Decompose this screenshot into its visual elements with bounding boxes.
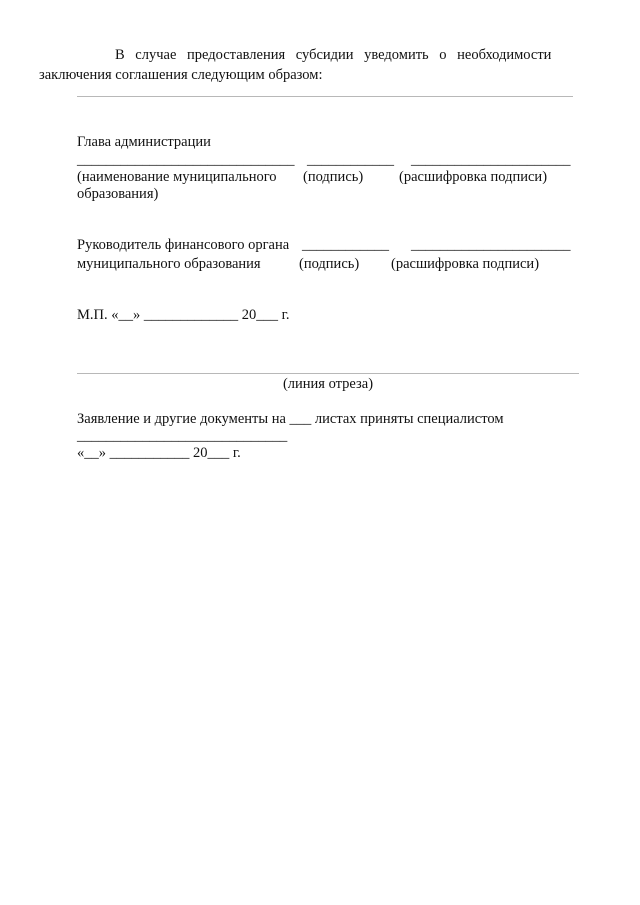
receipt-date-line: «__» ___________ 20___ г. <box>77 445 241 461</box>
finance-head-title-continued: муниципального образования <box>77 256 261 272</box>
receipt-line-1: Заявление и другие документы на ___ листах приняты специалистом <box>77 411 504 427</box>
top-divider <box>77 96 573 97</box>
intro-line-2: заключения соглашения следующим образом: <box>39 67 323 83</box>
intro-line-1: В случае предоставления субсидии уведомить о необходимости <box>115 47 552 63</box>
signature-label: (подпись) <box>303 169 364 185</box>
name-label: (наименование муниципального <box>77 169 277 185</box>
stamp-date-line: М.П. «__» _____________ 20___ г. <box>77 307 290 323</box>
finance-head-title: Руководитель финансового органа <box>77 237 290 253</box>
decoding-blank: ______________________ <box>411 152 571 168</box>
signature-blank: ____________ <box>307 152 394 168</box>
name-blank: ______________________________ <box>77 152 295 168</box>
intro-paragraph <box>39 45 610 85</box>
cut-line-label: (линия отреза) <box>282 376 374 392</box>
name-label-continued: образования) <box>77 186 159 202</box>
finance-signature-label: (подпись) <box>299 256 360 272</box>
finance-signature-blank: ____________ <box>302 237 389 253</box>
finance-decoding-label: (расшифровка подписи) <box>391 256 540 272</box>
receipt-specialist-blank: _____________________________ <box>77 428 288 444</box>
finance-decoding-blank: ______________________ <box>411 237 571 253</box>
head-admin-title: Глава администрации <box>77 134 211 150</box>
cut-line <box>77 373 579 374</box>
decoding-label: (расшифровка подписи) <box>399 169 548 185</box>
